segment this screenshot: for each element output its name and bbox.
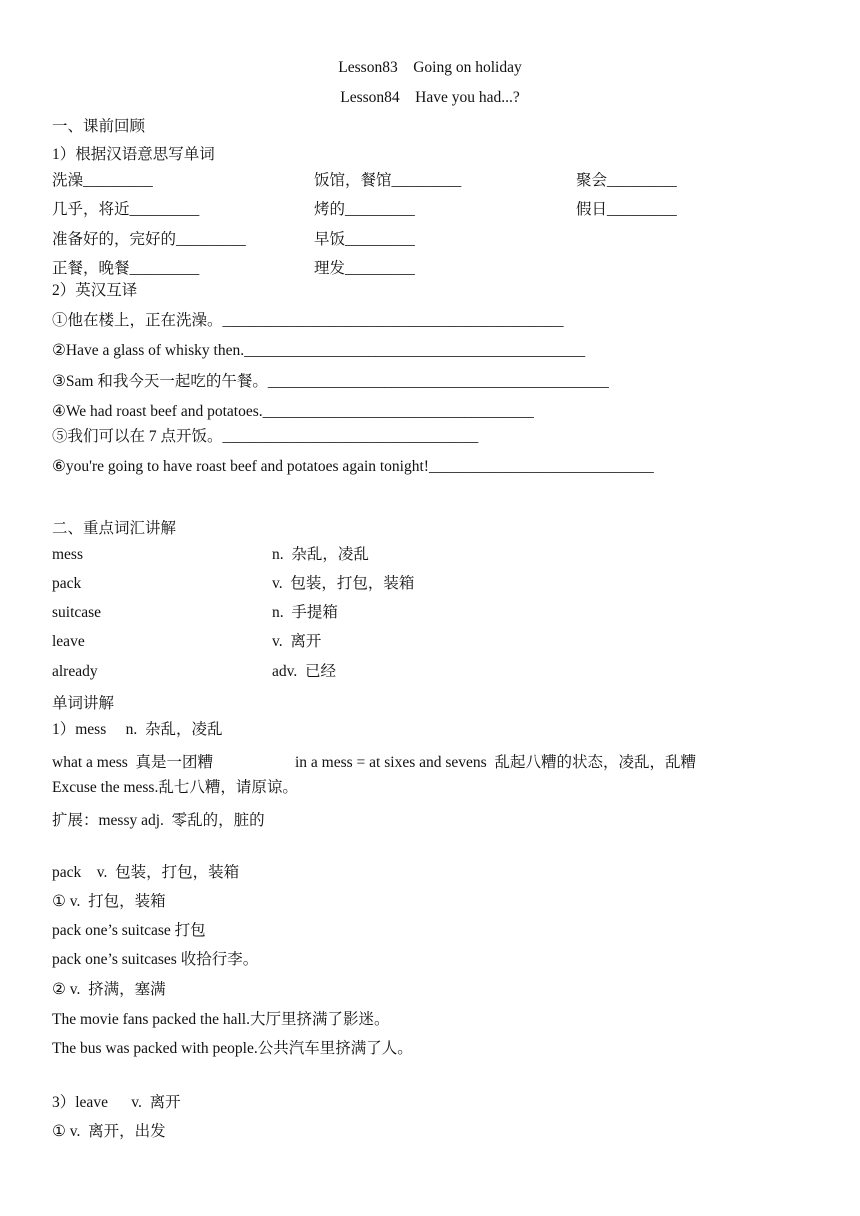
mess-heading: 1）mess n. 杂乱，凌乱 xyxy=(52,721,223,738)
part-1-label: 1）根据汉语意思写单词 xyxy=(52,146,215,163)
vocab-blank: 烤的_________ xyxy=(314,201,415,218)
vocab-blank: 假日_________ xyxy=(576,201,677,218)
leave-heading: 3）leave v. 离开 xyxy=(52,1094,181,1111)
word-meaning: v. 包装，打包，装箱 xyxy=(272,575,415,592)
part-2-label: 2）英汉互译 xyxy=(52,282,138,299)
pack-sense: ① v. 打包，装箱 xyxy=(52,893,166,910)
pack-example: pack one’s suitcases 收拾行李。 xyxy=(52,951,259,968)
explain-label: 单词讲解 xyxy=(52,695,115,712)
lesson-title-83: Lesson83 Going on holiday xyxy=(338,59,522,76)
vocab-blank: 理发_________ xyxy=(314,260,415,277)
mess-example: Excuse the mess.乱七八糟，请原谅。 xyxy=(52,779,298,796)
translation-item: ②Have a glass of whisky then.____________________________________________ xyxy=(52,342,586,359)
vocab-blank: 聚会_________ xyxy=(576,172,677,189)
leave-sense: ① v. 离开，出发 xyxy=(52,1123,166,1140)
mess-extension: 扩展：messy adj. 零乱的，脏的 xyxy=(52,812,265,829)
translation-item: ⑤我们可以在 7 点开饭。_________________________________ xyxy=(52,428,479,445)
word-entry: leave xyxy=(52,633,85,650)
mess-example: what a mess 真是一团糟 xyxy=(52,754,214,771)
translation-item: ①他在楼上，正在洗澡。____________________________________________ xyxy=(52,312,564,329)
section-2-heading: 二、重点词汇讲解 xyxy=(52,520,177,537)
word-meaning: n. 杂乱，凌乱 xyxy=(272,546,369,563)
translation-item: ⑥you're going to have roast beef and potatoes again tonight!_____________________________ xyxy=(52,458,654,475)
pack-example: pack one’s suitcase 打包 xyxy=(52,922,206,939)
mess-example: in a mess = at sixes and sevens 乱起八糟的状态，凌乱，乱糟 xyxy=(295,754,696,771)
section-1-heading: 一、课前回顾 xyxy=(52,118,146,135)
translation-item: ③Sam 和我今天一起吃的午餐。____________________________________________ xyxy=(52,373,609,390)
word-entry: pack xyxy=(52,575,82,592)
translation-item: ④We had roast beef and potatoes.___________________________________ xyxy=(52,403,534,420)
word-entry: suitcase xyxy=(52,604,102,621)
word-entry: mess xyxy=(52,546,83,563)
vocab-blank: 准备好的，完好的_________ xyxy=(52,231,246,248)
pack-example: The movie fans packed the hall.大厅里挤满了影迷。 xyxy=(52,1011,390,1028)
vocab-blank: 饭馆，餐馆_________ xyxy=(314,172,462,189)
vocab-blank: 正餐，晚餐_________ xyxy=(52,260,200,277)
vocab-blank: 几乎，将近_________ xyxy=(52,201,200,218)
word-meaning: n. 手提箱 xyxy=(272,604,338,621)
lesson-title-84: Lesson84 Have you had...? xyxy=(340,89,520,106)
word-meaning: v. 离开 xyxy=(272,633,322,650)
pack-example: The bus was packed with people.公共汽车里挤满了人。 xyxy=(52,1040,413,1057)
vocab-blank: 早饭_________ xyxy=(314,231,415,248)
vocab-blank: 洗澡_________ xyxy=(52,172,153,189)
pack-sense: ② v. 挤满，塞满 xyxy=(52,981,166,998)
pack-heading: pack v. 包装，打包，装箱 xyxy=(52,864,240,881)
word-entry: already xyxy=(52,663,98,680)
word-meaning: adv. 已经 xyxy=(272,663,336,680)
